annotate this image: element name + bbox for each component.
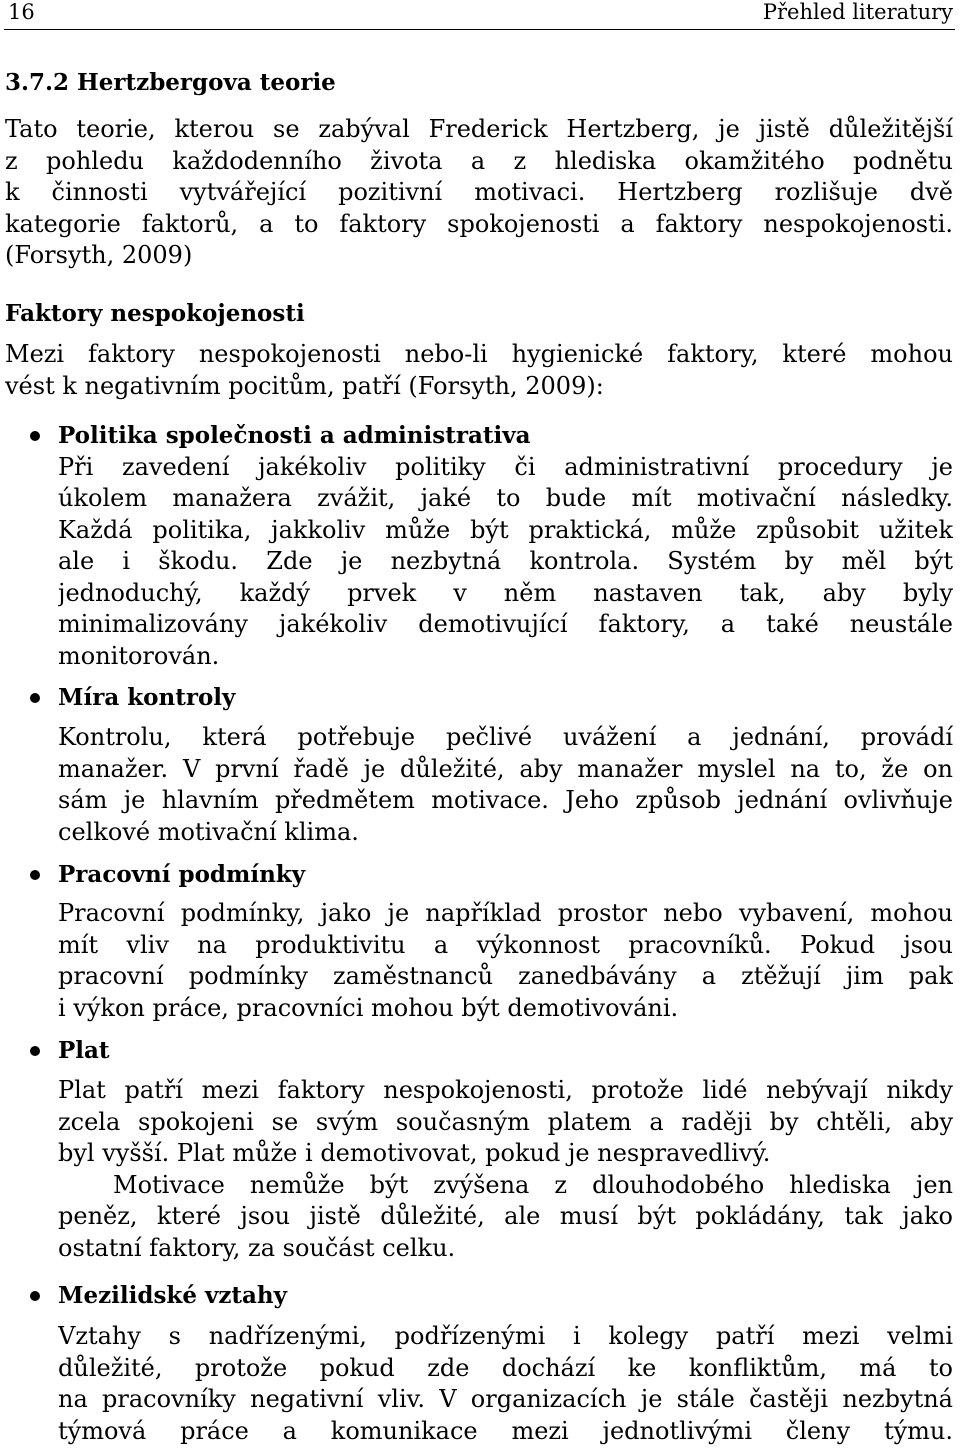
factor-title: Míra kontroly — [58, 684, 236, 712]
text-line: monitorován. — [58, 641, 220, 670]
text-line: sám je hlavním předmětem motivace. Jeho způsob jednání ovlivňuje — [58, 786, 953, 815]
text-line: Tato teorie, kterou se zabýval Frederick Hertzberg, je jistě důležitější — [5, 115, 953, 144]
bullet-icon — [30, 1291, 40, 1301]
factor-paragraph — [58, 1170, 953, 1265]
factor-list — [5, 420, 953, 1447]
factor-title: Plat — [58, 1037, 110, 1065]
factor-paragraph — [58, 452, 953, 673]
text-line: i výkon práce, pracovníci mohou být demotivováni. — [58, 993, 679, 1022]
factor-paragraph — [58, 722, 953, 848]
text-line: Kontrolu, která potřebuje pečlivé uvážení a jednání, provádí — [58, 723, 953, 752]
factor-title: Politika společnosti a administrativa — [58, 422, 531, 450]
text-line: Plat patří mezi faktory nespokojenosti, protože lidé nebývají nikdy — [58, 1076, 953, 1105]
list-item — [5, 1035, 953, 1264]
list-item — [5, 1280, 953, 1447]
lead-paragraph — [5, 339, 953, 402]
running-header — [4, 0, 955, 30]
text-line: úkolem manažera zvážit, jaké to bude mít motivační následky. — [58, 484, 953, 513]
text-line: jednoduchý, každý prvek v něm nastaven tak, aby byly — [58, 578, 953, 607]
list-item — [5, 859, 953, 1024]
subheading: Faktory nespokojenosti — [5, 300, 305, 328]
text-line: Pracovní podmínky, jako je například prostor nebo vybavení, mohou — [58, 899, 953, 928]
intro-paragraph — [5, 114, 953, 272]
text-line: ale i škodu. Zde je nezbytná kontrola. Systém by měl být — [58, 547, 953, 576]
running-title: Přehled literatury — [762, 0, 953, 24]
text-line: peněz, které jsou jistě důležité, ale musí být pokládány, tak jako — [58, 1202, 953, 1231]
text-line: Každá politika, jakkoliv může být praktická, může způsobit užitek — [58, 515, 953, 544]
text-line: k činnosti vytvářející pozitivní motivaci. Hertzberg rozlišuje dvě — [5, 178, 953, 207]
factor-title: Pracovní podmínky — [58, 861, 306, 889]
document-page — [5, 0, 953, 1447]
list-item — [5, 420, 953, 672]
text-line: ostatní faktory, za součást celku. — [58, 1233, 456, 1262]
text-line: důležité, protože pokud zde dochází ke konfliktům, má to — [58, 1353, 953, 1382]
text-line: (Forsyth, 2009) — [5, 241, 193, 270]
factor-paragraph — [58, 1075, 953, 1170]
bullet-icon — [30, 693, 40, 703]
factor-title: Mezilidské vztahy — [58, 1282, 288, 1310]
text-line: pracovní podmínky zaměstnanců zanedbávány a ztěžují jim pak — [58, 962, 953, 991]
text-line: Při zavedení jakékoliv politiky či administrativní procedury je — [58, 452, 953, 481]
text-line: minimalizovány jakékoliv demotivující faktory, a také neustále — [58, 610, 953, 639]
text-line: Vztahy s nadřízenými, podřízenými i kolegy patří mezi velmi — [58, 1322, 953, 1351]
factor-paragraph — [58, 898, 953, 1024]
text-line: mít vliv na produktivitu a výkonnost pracovníků. Pokud jsou — [58, 930, 953, 959]
page-number: 16 — [8, 0, 35, 24]
text-line: z pohledu každodenního života a z hlediska okamžitého podnětu — [5, 146, 953, 175]
list-item — [5, 682, 953, 848]
text-line: byl vyšší. Plat může i demotivovat, pokud je nespravedlivý. — [58, 1139, 771, 1168]
text-line: celkové motivační klima. — [58, 817, 359, 846]
factor-paragraph — [58, 1321, 953, 1447]
text-line: na pracovníky negativní vliv. V organizacích je stále častěji nezbytná — [58, 1385, 953, 1414]
text-line: manažer. V první řadě je důležité, aby manažer myslel na to, že on — [58, 754, 953, 783]
text-line: týmová práce a komunikace mezi jednotlivými členy týmu. — [58, 1416, 953, 1445]
bullet-icon — [30, 431, 40, 441]
text-line: Motivace nemůže být zvýšena z dlouhodobého hlediska jen — [113, 1170, 953, 1199]
bullet-icon — [30, 870, 40, 880]
section-heading: 3.7.2 Hertzbergova teorie — [5, 69, 336, 97]
text-line: Mezi faktory nespokojenosti nebo-li hygienické faktory, které mohou — [5, 340, 953, 369]
text-line: zcela spokojeni se svým současným platem a raději by chtěli, aby — [58, 1107, 953, 1136]
bullet-icon — [30, 1046, 40, 1056]
text-line: kategorie faktorů, a to faktory spokojenosti a faktory nespokojenosti. — [5, 209, 953, 238]
text-line: vést k negativním pocitům, patří (Forsyth, 2009): — [5, 371, 604, 400]
